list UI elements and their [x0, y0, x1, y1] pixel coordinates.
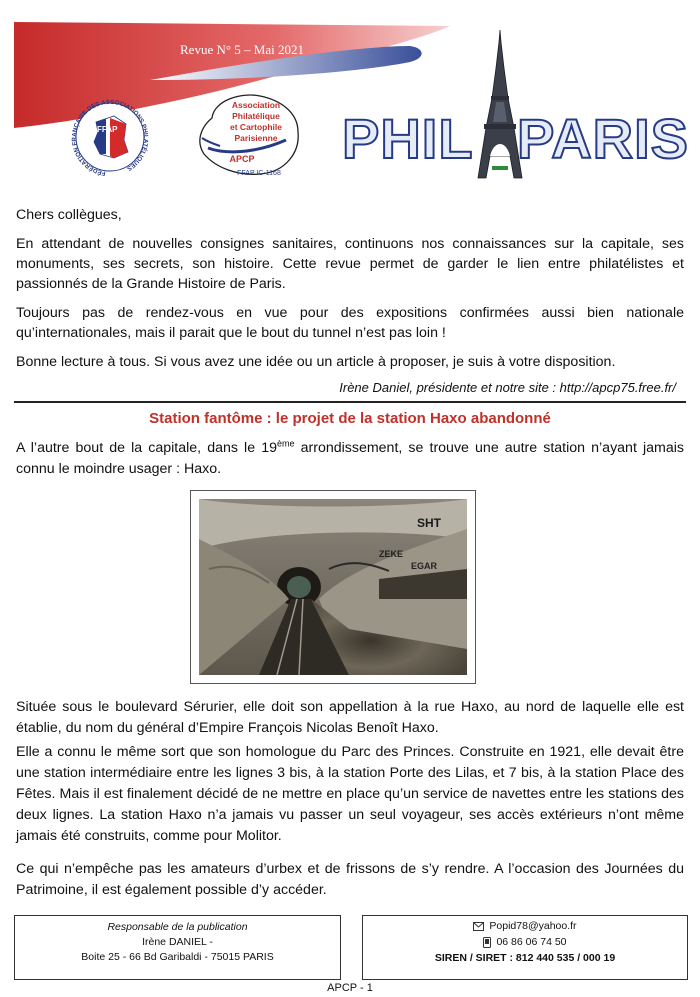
apcp-line1: Association: [231, 100, 281, 110]
article-photo-frame: [190, 490, 476, 684]
article-title: Station fantôme : le projet de la station Haxo abandonné: [149, 410, 551, 427]
contact-email: Popid78@yahoo.fr: [489, 920, 577, 932]
editorial-paragraph-2: Toujours pas de rendez-vous en vue pour des expositions confirmées aussi bien nationale qu’internationales, mais il parait que le bout du tunnel n’est pas loin !: [16, 305, 684, 341]
article-paragraph-2: Située sous le boulevard Sérurier, elle doit son appellation à la rue Haxo, au nord de laquelle elle est établie, du nom du général d’Empire François Nicolas Benoît Haxo.: [16, 699, 684, 736]
email-icon: [473, 922, 484, 931]
apcp-line3: et Cartophile: [230, 122, 282, 132]
article-paragraph-3: Elle a connu le même sort que son homologue du Parc des Princes. Construite en 1921, elle devait être une station intermédiaire entre les lignes 3 bis, à la station Porte des Lilas, et 7 bis, à la station Place des Fêtes. Mais il est finalement décidé de ne mettre en place qu’un service de navettes entre les stations des deux lignes. La station Haxo n’a jamais vu passer un seul voyageur, ses accès extérieurs n’ont même jamais été construits, comme pour Molitor.: [16, 744, 684, 844]
photo-graffiti-2: ZEKE: [379, 549, 404, 559]
publication-address: Boite 25 - 66 Bd Garibaldi - 75015 PARIS: [81, 951, 274, 963]
ffap-logo: [70, 96, 150, 178]
contact-box: [362, 915, 688, 980]
contact-siren: SIREN / SIRET : 812 440 535 / 000 19: [434, 952, 616, 964]
photo-graffiti-3: EGAR: [411, 561, 438, 571]
brand-paris: PARIS: [517, 107, 689, 170]
editorial-signature: Irène Daniel, présidente et notre site : http://apcp75.free.fr/: [339, 380, 676, 395]
editorial-paragraph-3: Bonne lecture à tous. Si vous avez une idée ou un article à proposer, je suis à votre disposition.: [16, 354, 616, 370]
article-p1-start: A l’autre bout de la capitale, dans le 19: [16, 440, 277, 456]
ffap-logo-mark: FFAP: [97, 125, 118, 134]
article-paragraph-1: [16, 438, 684, 480]
phone-icon: [483, 937, 491, 948]
ffap-logo-text: FÉDÉRATION FRANÇAISE DES ASSOCIATIONS PHILATÉLIQUES: [70, 98, 150, 177]
haxo-station-photo: [199, 499, 467, 675]
article-paragraph-4: Ce qui n’empêche pas les amateurs d’urbex et de frissons de s’y rendre. A l’occasion des Journées du Patrimoine, il est également possible d’y accéder.: [16, 861, 684, 898]
apcp-line2: Philatélique: [232, 111, 280, 121]
publication-name: Irène DANIEL -: [142, 936, 213, 948]
section-divider: [14, 401, 686, 403]
photo-graffiti-1: SHT: [417, 516, 441, 530]
publication-title: Responsable de la publication: [107, 921, 248, 933]
apcp-code: FFAP IC-1168: [237, 170, 281, 177]
publication-box: [14, 915, 341, 980]
article-p1-sup: ème: [276, 438, 295, 449]
editorial-paragraph-1: En attendant de nouvelles consignes sanitaires, continuons nos connaissances sur la capitale, ses monuments, ses secrets, son histoire. Cette revue permet de garder le lien entre philatélistes et passionnés de la Grande Histoire de Paris.: [16, 236, 684, 292]
issue-label: Revue N° 5 – Mai 2021: [180, 42, 304, 57]
apcp-logo: [194, 88, 304, 180]
brand-phil: PHIL: [342, 107, 474, 170]
editorial-greeting: Chers collègues,: [16, 207, 122, 223]
page-header: [0, 0, 700, 195]
contact-phone: 06 86 06 74 50: [496, 936, 567, 948]
editorial: [16, 205, 684, 381]
apcp-abbr: APCP: [229, 154, 255, 164]
apcp-line4: Parisienne: [234, 133, 278, 143]
page-number: APCP - 1: [327, 982, 373, 994]
article-p1-end: arrondissement, se trouve une autre station n’ayant jamais connu le moindre usager : Haxo.: [16, 440, 684, 477]
